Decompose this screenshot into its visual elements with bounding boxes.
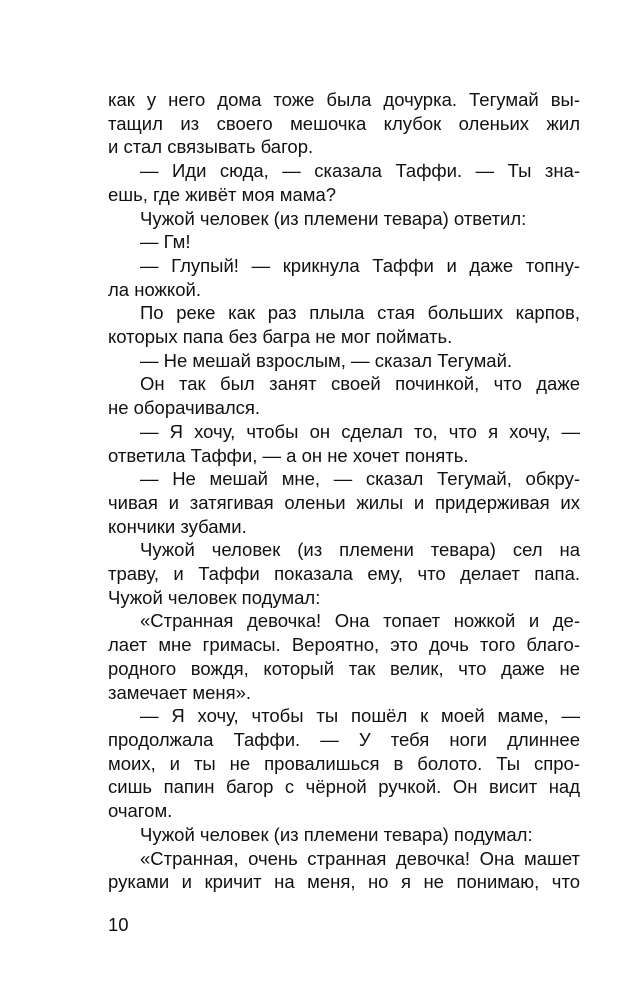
text-line: ответила Таффи, — а он не хочет понять. (108, 444, 469, 466)
text-line: — Глупый! — крикнула Таффи и даже топну- (140, 254, 580, 276)
paragraph (108, 159, 580, 206)
paragraph (108, 467, 580, 538)
text-line: По реке как раз плыла стая больших карпов, (140, 302, 580, 324)
paragraph (108, 538, 580, 609)
text-line: кончики зубами. (108, 515, 247, 537)
text-line: Чужой человек (из племени тевара) подумал: (140, 823, 533, 845)
text-line: лает мне гримасы. Вероятно, это дочь того благо- (108, 634, 580, 656)
text-line: моих, и ты не провалишься в болото. Ты спро- (108, 752, 580, 774)
text-line: ешь, где живёт моя мама? (108, 183, 337, 205)
text-line: «Странная девочка! Она топает ножкой и де- (140, 610, 580, 632)
paragraph (108, 609, 580, 704)
text-line: руками и кричит на меня, но я не понимаю, что (108, 871, 580, 893)
paragraph (108, 823, 580, 847)
text-line: траву, и Таффи показала ему, что делает папа. (108, 563, 580, 585)
text-line: тащил из своего мешочка клубок оленьих жил (108, 112, 580, 134)
paragraph (108, 207, 580, 231)
text-line: Он так был занят своей починкой, что даже (140, 373, 580, 395)
paragraph (108, 349, 580, 373)
text-line: не оборачивался. (108, 397, 261, 419)
text-line: сишь папин багор с чёрной ручкой. Он висит над (108, 776, 580, 798)
paragraph (108, 420, 580, 467)
text-line: очагом. (108, 800, 173, 822)
paragraph (108, 847, 580, 894)
text-line: как у него дома тоже была дочурка. Тегумай вы- (108, 89, 580, 110)
text-line: — Не мешай мне, — сказал Тегумай, обкру- (140, 468, 580, 490)
text-line: Чужой человек (из племени тевара) сел на (140, 539, 580, 561)
paragraph (108, 704, 580, 823)
text-line: которых папа без багра не мог поймать. (108, 326, 453, 348)
text-line: продолжала Таффи. — У тебя ноги длиннее (108, 728, 580, 750)
text-line: — Не мешай взрослым, — сказал Тегумай. (140, 349, 513, 371)
page-number: 10 (108, 914, 129, 935)
text-line: и стал связывать багор. (108, 136, 314, 158)
text-line: Чужой человек (из племени тевара) ответил: (140, 207, 527, 229)
text-line: родного вождя, который так велик, что даже не (108, 657, 580, 679)
text-line: — Я хочу, чтобы он сделал то, что я хочу, — (140, 420, 580, 442)
paragraph (108, 230, 580, 254)
text-line: — Я хочу, чтобы ты пошёл к моей маме, — (140, 705, 580, 727)
text-line: — Гм! (140, 231, 191, 253)
text-line: чивая и затягивая оленьи жилы и придерживая их (108, 491, 580, 513)
paragraph (108, 301, 580, 348)
text-line: ла ножкой. (108, 278, 201, 300)
paragraph (108, 88, 580, 159)
paragraph (108, 254, 580, 301)
text-line: — Иди сюда, — сказала Таффи. — Ты зна- (140, 160, 580, 182)
text-line: замечает меня». (108, 681, 252, 703)
text-line: «Странная, очень странная девочка! Она машет (140, 847, 580, 869)
page-body-text (108, 88, 580, 894)
paragraph (108, 372, 580, 419)
text-line: Чужой человек подумал: (108, 586, 321, 608)
